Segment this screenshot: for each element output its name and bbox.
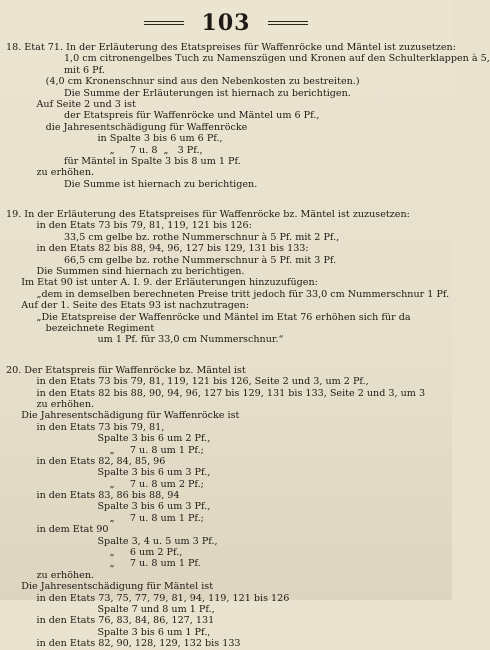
text-line: 18. Etat 71. In der Erläuterung des Etatspreises für Waffenröcke und Mäntel ist zuzusetzen: bbox=[6, 42, 456, 53]
text-line: Die Summe ist hiernach zu berichtigen. bbox=[6, 178, 258, 190]
text-line: 66,5 cm gelbe bz. rothe Nummerschnur à 5 Pf. mit 3 Pf. bbox=[6, 254, 337, 266]
text-line: Spalte 3 bis 6 um 1 Pf., bbox=[6, 626, 211, 638]
text-line: „ 6 um 2 Pf., bbox=[6, 547, 183, 559]
text-line: Spalte 3 bis 6 um 3 Pf., bbox=[6, 501, 211, 513]
text-line: in den Etats 82 bis 88, 90, 94, 96, 127 bis 129, 131 bis 133, Seite 2 und 3, um 3 bbox=[6, 387, 426, 399]
section-gap bbox=[6, 346, 452, 365]
text-line: in den Etats 73 bis 79, 81, bbox=[6, 421, 165, 433]
text-line: Die Summe der Erläuterungen ist hiernach zu berichtigen. bbox=[6, 87, 351, 99]
text-line: in den Etats 73 bis 79, 81, 119, 121 bis 126: bbox=[6, 220, 252, 232]
text-line: Im Etat 90 ist unter A. I. 9. der Erläuterungen hinzuzufügen: bbox=[6, 277, 318, 289]
text-line: 1,0 cm citronengelbes Tuch zu Namenszügen und Kronen auf den Schulterklappen à 5, bbox=[6, 53, 490, 65]
text-line: „Die Etatspreise der Waffenröcke und Mäntel im Etat 76 erhöhen sich für da bbox=[6, 311, 411, 323]
text-line: zu erhöhen. bbox=[6, 569, 95, 581]
text-line: um 1 Pf. für 33,0 cm Nummerschnur.“ bbox=[6, 334, 284, 346]
text-line: 19. In der Erläuterung des Etatspreises für Waffenröcke bz. Mäntel ist zuzusetzen: bbox=[6, 209, 410, 221]
header-rule-right bbox=[268, 21, 308, 25]
text-line: mit 6 Pf. bbox=[6, 64, 105, 76]
text-line: zu erhöhen. bbox=[6, 398, 95, 410]
text-line: in den Etats 76, 83, 84, 86, 127, 131 bbox=[6, 615, 215, 627]
document-body bbox=[6, 42, 490, 650]
text-line: in Spalte 3 bis 6 um 6 Pf., bbox=[6, 133, 223, 145]
section-gap bbox=[6, 190, 452, 209]
text-line: Spalte 7 und 8 um 1 Pf., bbox=[6, 603, 215, 615]
text-line: „ 7 u. 8 um 1 Pf. bbox=[6, 558, 201, 570]
text-line: Auf der 1. Seite des Etats 93 ist nachzutragen: bbox=[6, 300, 249, 312]
page-number: 103 bbox=[201, 10, 251, 36]
page-header bbox=[0, 10, 452, 36]
text-line: in dem Etat 90 bbox=[6, 524, 109, 536]
text-line: 33,5 cm gelbe bz. rothe Nummerschnur à 5 Pf. mit 2 Pf., bbox=[6, 231, 340, 243]
text-line: Spalte 3 bis 6 um 2 Pf., bbox=[6, 433, 211, 445]
text-line: „ 7 u. 8 um 2 Pf.; bbox=[6, 478, 204, 490]
text-line: der Etatspreis für Waffenröcke und Mäntel um 6 Pf., bbox=[6, 110, 320, 122]
text-line: Spalte 3, 4 u. 5 um 3 Pf., bbox=[6, 535, 218, 547]
header-rule-left bbox=[144, 21, 184, 25]
text-line: „ 7 u. 8 um 1 Pf.; bbox=[6, 512, 204, 524]
text-line: „dem in demselben berechneten Preise tritt jedoch für 33,0 cm Nummerschnur 1 Pf. bbox=[6, 288, 450, 300]
text-line: (4,0 cm Kronenschnur sind aus den Nebenkosten zu bestreiten.) bbox=[6, 76, 360, 88]
text-line: zu erhöhen. bbox=[6, 167, 95, 179]
text-line: in den Etats 73 bis 79, 81, 119, 121 bis 126, Seite 2 und 3, um 2 Pf., bbox=[6, 376, 369, 388]
text-line: in den Etats 82, 90, 128, 129, 132 bis 133 bbox=[6, 638, 241, 650]
text-line: „ 7 u. 8 „ 3 Pf., bbox=[6, 144, 203, 156]
text-line: Spalte 3 bis 6 um 3 Pf., bbox=[6, 467, 211, 479]
text-line: 20. Der Etatspreis für Waffenröcke bz. Mäntel ist bbox=[6, 364, 246, 376]
text-line: Auf Seite 2 und 3 ist bbox=[6, 98, 136, 110]
text-line: „ 7 u. 8 um 1 Pf.; bbox=[6, 444, 204, 456]
text-line: in den Etats 82, 84, 85, 96 bbox=[6, 455, 166, 467]
text-line: in den Etats 73, 75, 77, 79, 81, 94, 119, 121 bis 126 bbox=[6, 592, 290, 604]
text-line: Die Jahresentschädigung für Mäntel ist bbox=[6, 581, 214, 593]
text-line: Die Jahresentschädigung für Waffenröcke ist bbox=[6, 410, 240, 422]
text-line: die Jahresentschädigung für Waffenröcke bbox=[6, 121, 248, 133]
text-line: bezeichnete Regiment bbox=[6, 322, 155, 334]
text-line: in den Etats 82 bis 88, 94, 96, 127 bis 129, 131 bis 133: bbox=[6, 243, 309, 255]
text-line: für Mäntel in Spalte 3 bis 8 um 1 Pf. bbox=[6, 155, 241, 167]
text-line: Die Summen sind hiernach zu berichtigen. bbox=[6, 266, 245, 278]
text-line: in den Etats 83, 86 bis 88, 94 bbox=[6, 490, 180, 502]
